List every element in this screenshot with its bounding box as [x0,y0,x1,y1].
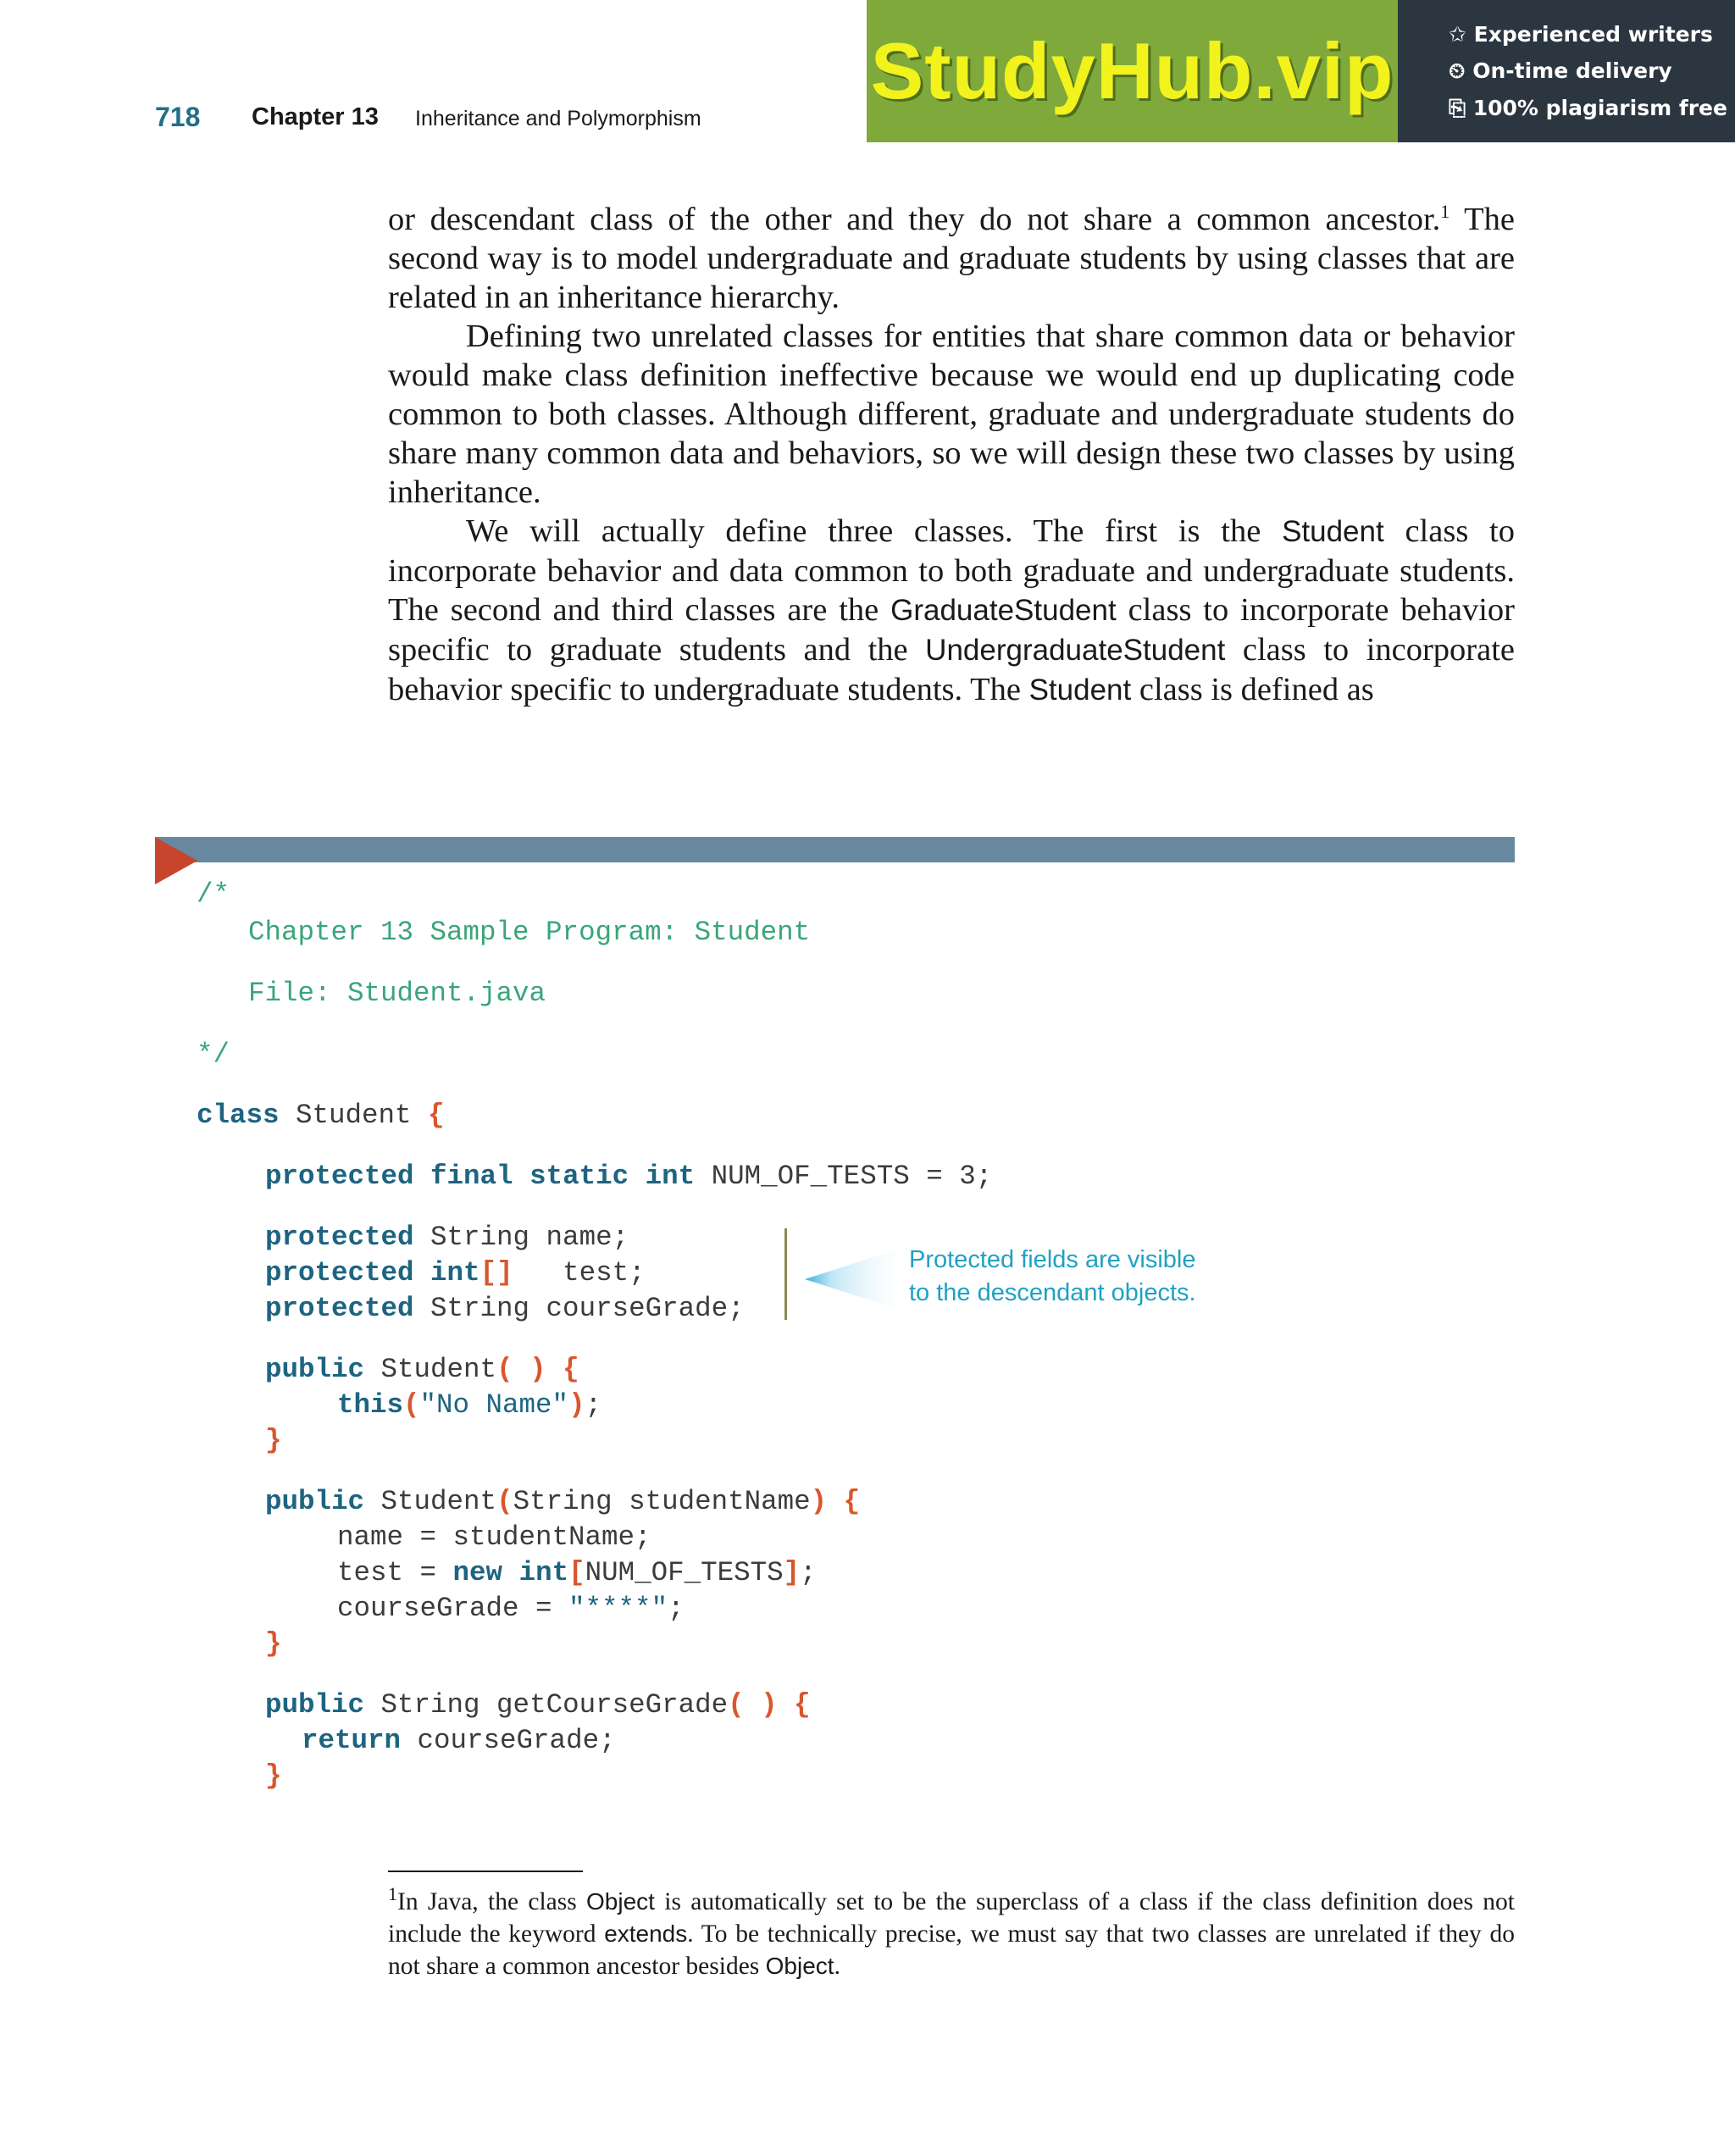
feature-experienced-writers: ✩ Experienced writers [1449,21,1713,47]
code-listing-bar [155,837,1515,862]
comment-file: File: Student.java [248,978,546,1009]
paragraph-2: Defining two unrelated classes for entities that share common data or behavior would make class definition ineffective because we would end up duplicating code common to both classes. Although different, graduate and undergraduate students do share many common data and behaviors, so we will design these two classes by using inheritance. [388,319,1515,510]
paragraph-3: We will actually define three classes. The first is the Student class to incorporate behavior and data common to both graduate and undergraduate students. The second and third classes are the GraduateStudent class to incorporate behavior specific to graduate students and the UndergraduateStudent class to incorporate behavior specific to undergraduate students. The Student class is defined as [388,513,1515,707]
method-close: } [265,1760,282,1792]
banner-brand: StudyHub.vip [870,26,1394,115]
field-test: protected int[] test; [265,1257,646,1289]
footnote-marker: 1 [388,1883,397,1905]
field-coursegrade: protected String courseGrade; [265,1293,745,1324]
comment-close: */ [197,1039,230,1070]
page-number: 718 [155,102,201,132]
stmt-name: name = studentName; [337,1521,651,1553]
constructor-default-close: } [265,1425,282,1456]
inline-code-graduatestudent: GraduateStudent [890,594,1117,627]
footnote-rule [388,1871,583,1872]
comment-title: Chapter 13 Sample Program: Student [248,917,811,948]
chapter-label: Chapter 13 [252,103,379,130]
body-text [388,200,1515,710]
callout-text: Protected fields are visible to the descendant objects. [909,1246,1196,1306]
chapter-title: Inheritance and Polymorphism [415,107,701,130]
inline-code-student-2: Student [1028,673,1132,707]
footnote: $^1$In Java, the class Object is automatically set to be the superclass of a class if the class definition does not include the keyword extends. To be technically precise, we must say that two classes are unrelated if they do not share a common ancestor besides Object. [388,1883,1516,1980]
banner-features [1398,0,1735,142]
code-listing-marker-icon [155,837,197,884]
constructor-default-sig: public Student( ) { [265,1354,579,1385]
banner-logo-area [867,0,1398,142]
callout-bracket [784,1228,787,1320]
method-getcoursegrade-sig: public String getCourseGrade( ) { [265,1689,811,1721]
stmt-test: test = new int[NUM_OF_TESTS]; [337,1557,817,1588]
comment-open: /* [197,878,230,910]
constructor-param-close: } [265,1628,282,1660]
field-name: protected String name; [265,1222,629,1253]
paragraph-1: or descendant class of the other and they do not share a common ancestor.$^1$ The second way is to model undergraduate and graduate students by using classes that are related in an inheritance hierarchy. [388,201,1515,315]
constructor-param-sig: public Student(String studentName) { [265,1486,861,1517]
constant-declaration: protected final static int NUM_OF_TESTS = 3; [265,1161,993,1192]
feature-plagiarism-free: ⎘ 100% plagiarism free [1449,95,1727,120]
studyhub-banner[interactable] [867,0,1735,142]
stmt-coursegrade: courseGrade = "****"; [337,1593,685,1624]
constructor-default-body: this("No Name"); [337,1389,602,1421]
class-declaration: class Student { [197,1100,445,1131]
method-return: return courseGrade; [302,1725,616,1756]
footnote-ref: 1 [1440,201,1450,223]
feature-on-time-delivery: ⏲ On-time delivery [1449,58,1672,83]
inline-code-undergraduatestudent: UndergraduateStudent [925,634,1226,667]
inline-code-student: Student [1282,515,1384,548]
